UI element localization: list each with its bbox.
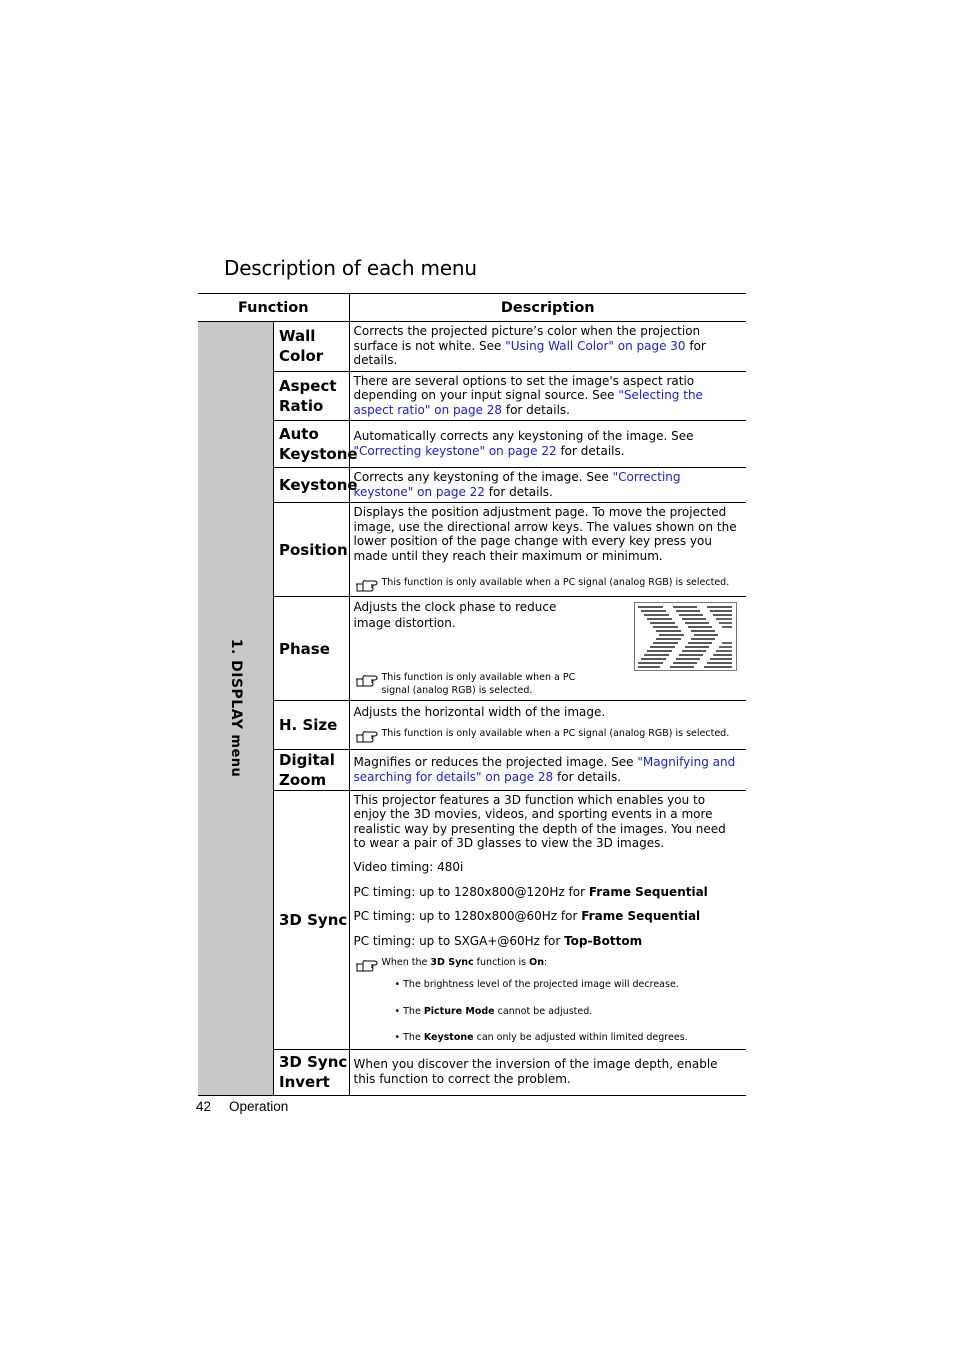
description-digital-zoom: Magnifies or reduces the projected image. See "Magnifying and searching for details" on page 28 for details. — [349, 750, 746, 791]
pointing-hand-icon — [354, 674, 382, 688]
page-footer — [196, 1099, 288, 1114]
function-aspect-ratio: Aspect Ratio — [274, 371, 350, 421]
function-auto-keystone: Auto Keystone — [274, 421, 350, 468]
page-title: Description of each menu — [224, 256, 477, 280]
link-keystone[interactable]: "Correcting keystone" on page 22 — [353, 470, 681, 499]
note-bullet: • The brightness level of the projected image will decrease. — [394, 979, 679, 991]
note-bullet: • The Picture Mode cannot be adjusted. — [394, 1005, 593, 1017]
table-row — [198, 322, 746, 372]
note-phase: This function is only available when a PC signal (analog RGB) is selected. — [354, 672, 614, 697]
menu-description-table — [198, 293, 746, 1096]
pointing-hand-icon — [354, 730, 382, 744]
note-bullet: • The Keystone can only be adjusted within limited degrees. — [394, 1032, 688, 1044]
link-digital-zoom[interactable]: "Magnifying and searching for details" on page 28 — [353, 755, 736, 784]
function-keystone: Keystone — [274, 468, 350, 503]
table-row — [198, 791, 746, 1050]
description-aspect-ratio: There are several options to set the image's aspect ratio depending on your input signal source. See "Selecting the aspect ratio" on page 28 for details. — [349, 371, 746, 421]
function-3d-sync-invert: 3D Sync Invert — [274, 1049, 350, 1095]
link-aspect-ratio[interactable]: "Selecting the aspect ratio" on page 28 — [353, 388, 703, 417]
side-label: 1. DISPLAY menu — [227, 639, 244, 778]
description-3d-sync-invert: When you discover the inversion of the image depth, enable this function to correct the problem. — [349, 1049, 746, 1095]
note-3d-sync: When the 3D Sync function is On: — [354, 957, 741, 973]
table-row — [198, 371, 746, 421]
header-function: Function — [198, 294, 349, 322]
description-position: Displays the position adjustment page. To move the projected image, use the directional arrow keys. The values shown on the lower position of the page change with every key press you made until they reach their maximum or minimum. This function is only available when a PC signal (analog RGB) is selected. — [349, 503, 746, 597]
function-3d-sync: 3D Sync — [274, 791, 350, 1050]
link-wall-color[interactable]: "Using Wall Color" on page 30 — [505, 338, 686, 353]
section-name: Operation — [229, 1099, 289, 1114]
description-phase: Adjusts the clock phase to reduce image distortion. This function is only available when a PC signal (analog RGB) is selected. — [349, 597, 746, 701]
pointing-hand-icon — [354, 579, 382, 593]
header-description: Description — [349, 294, 746, 322]
note-position: This function is only available when a PC signal (analog RGB) is selected. — [354, 577, 741, 593]
description-wall-color: Corrects the projected picture’s color when the projection surface is not white. See "Using Wall Color" on page 30 for details. — [349, 322, 746, 372]
table-row — [198, 503, 746, 597]
link-auto-keystone[interactable]: "Correcting keystone" on page 22 — [353, 443, 557, 458]
table-row — [198, 421, 746, 468]
function-phase: Phase — [274, 597, 350, 701]
phase-distortion-image — [634, 602, 737, 671]
page-number: 42 — [196, 1099, 212, 1114]
table-header-row — [198, 294, 746, 322]
table-row — [198, 701, 746, 750]
function-digital-zoom: Digital Zoom — [274, 750, 350, 791]
function-wall-color: Wall Color — [274, 322, 350, 372]
description-h-size: Adjusts the horizontal width of the image. This function is only available when a PC signal (analog RGB) is selected. — [349, 701, 746, 750]
table-row — [198, 750, 746, 791]
display-menu-sidebar — [198, 322, 274, 1096]
note-h-size: This function is only available when a PC signal (analog RGB) is selected. — [354, 728, 741, 744]
function-position: Position — [274, 503, 350, 597]
description-keystone: Corrects any keystoning of the image. See "Correcting keystone" on page 22 for details. — [349, 468, 746, 503]
function-h-size: H. Size — [274, 701, 350, 750]
table-row — [198, 468, 746, 503]
description-3d-sync: This projector features a 3D function which enables you to enjoy the 3D movies, videos, and sporting events in a more realistic way by presenting the depth of the images. You need to wear a pair of 3D glasses to view the 3D images. Video timing: 480i PC timing: up to 1280x800@120Hz for Frame Sequential PC timing: up to 1280x800@60Hz for Frame Sequential PC timing: up to SXGA+@60Hz for Top-Bottom When the 3D Sync function is On: • The brightness level of the projected image will decrease. • The Picture Mode cannot be adjusted. • The Keystone can only be adjusted within limited degrees. — [349, 791, 746, 1050]
table-row — [198, 1049, 746, 1095]
description-auto-keystone: Automatically corrects any keystoning of the image. See "Correcting keystone" on page 22 for details. — [349, 421, 746, 468]
table-row — [198, 597, 746, 701]
pointing-hand-icon — [354, 959, 382, 973]
